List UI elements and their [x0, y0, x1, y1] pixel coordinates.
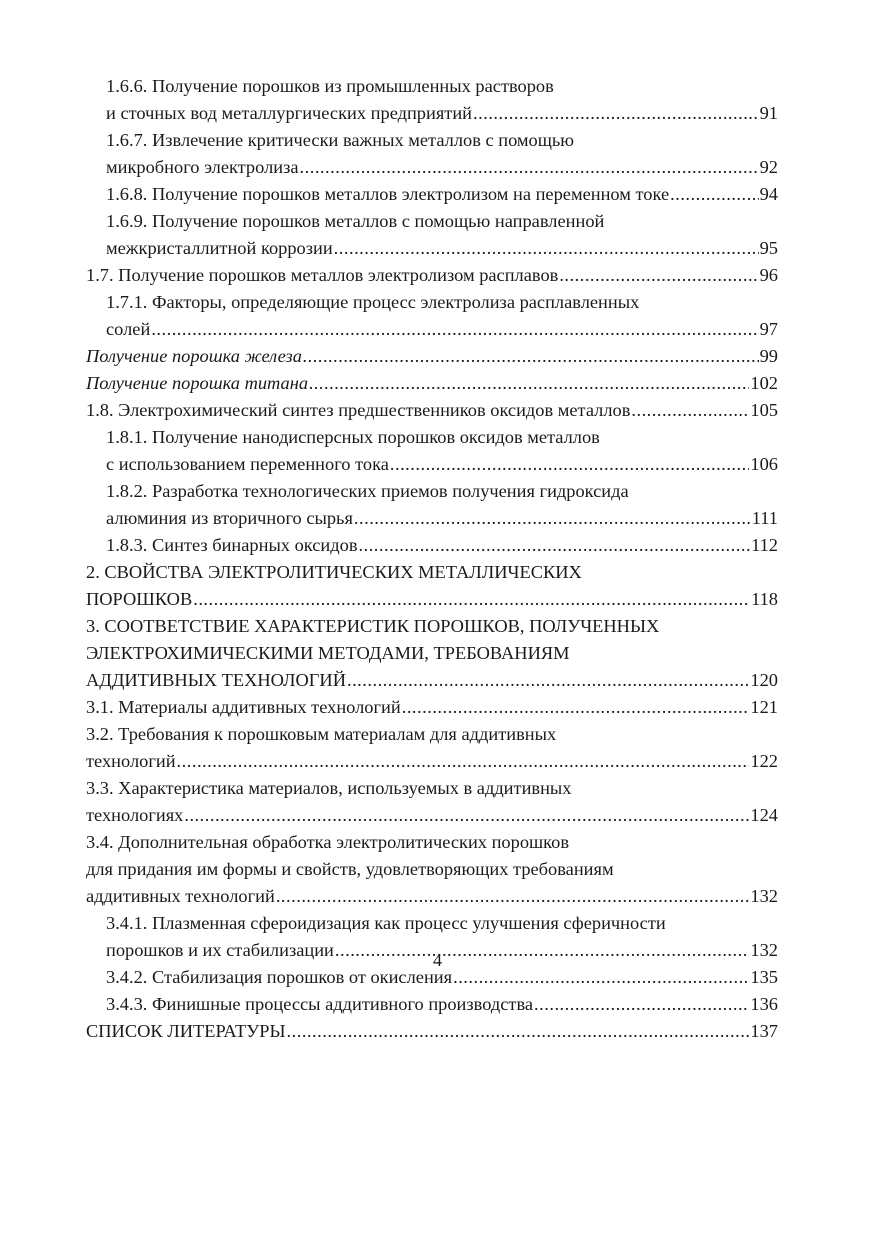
- dot-leader: [287, 1018, 750, 1045]
- toc-entry-title-line: АДДИТИВНЫХ ТЕХНОЛОГИЙ: [86, 670, 346, 690]
- toc-entry-page-number: 94: [759, 184, 778, 204]
- toc-entry[interactable]: [86, 262, 778, 289]
- toc-entry-title-line: 2. СВОЙСТВА ЭЛЕКТРОЛИТИЧЕСКИХ МЕТАЛЛИЧЕСКИХ: [86, 562, 582, 582]
- toc-entry-page-number: 92: [759, 157, 778, 177]
- toc-entry[interactable]: [86, 370, 778, 397]
- toc-entry-last-line: [86, 262, 778, 289]
- toc-entry-last-line: [86, 397, 778, 424]
- toc-entry[interactable]: [86, 829, 778, 910]
- toc-entry-last-line: [86, 748, 778, 775]
- toc-entry-last-line: [86, 1018, 778, 1045]
- dot-leader: [193, 586, 750, 613]
- toc-entry-title-line: технологий: [86, 751, 176, 771]
- toc-entry-last-line: [106, 532, 778, 559]
- toc-entry[interactable]: [86, 721, 778, 775]
- toc-entry-title-line: 1.7.1. Факторы, определяющие процесс электролиза расплавленных: [106, 292, 640, 312]
- dot-leader: [309, 370, 749, 397]
- dot-leader: [354, 505, 751, 532]
- dot-leader: [151, 316, 758, 343]
- toc-entry-title-line: 3.2. Требования к порошковым материалам для аддитивных: [86, 724, 557, 744]
- toc-entry-last-line: [86, 802, 778, 829]
- toc-entry-last-line: [86, 694, 778, 721]
- toc-entry-title-line: 1.6.6. Получение порошков из промышленных растворов: [106, 76, 554, 96]
- toc-entry-title-line: 1.8.2. Разработка технологических приемов получения гидроксида: [106, 481, 629, 501]
- toc-entry[interactable]: [86, 559, 778, 613]
- toc-entry-page-number: 121: [750, 697, 778, 717]
- toc-entry-last-line: [106, 100, 778, 127]
- toc-entry[interactable]: [86, 397, 778, 424]
- toc-entry-title-line: с использованием переменного тока: [106, 454, 389, 474]
- toc-entry-last-line: [106, 181, 778, 208]
- toc-entry-title-line: Получение порошка железа: [86, 346, 302, 366]
- toc-entry[interactable]: [86, 208, 778, 262]
- toc-entry-page-number: 95: [759, 238, 778, 258]
- dot-leader: [347, 667, 749, 694]
- toc-entry[interactable]: [86, 694, 778, 721]
- toc-entry[interactable]: [86, 73, 778, 127]
- toc-entry-page-number: 122: [750, 751, 778, 771]
- toc-entry[interactable]: [86, 181, 778, 208]
- toc-entry-title-line: 3. СООТВЕТСТВИЕ ХАРАКТЕРИСТИК ПОРОШКОВ, ПОЛУЧЕННЫХ: [86, 616, 660, 636]
- toc-entry-last-line: [86, 586, 778, 613]
- toc-entry-last-line: [86, 343, 778, 370]
- toc-entry[interactable]: [86, 1018, 778, 1045]
- toc-entry-title-line: 1.6.9. Получение порошков металлов с помощью направленной: [106, 211, 605, 231]
- toc-entry-title-line: 3.3. Характеристика материалов, используемых в аддитивных: [86, 778, 572, 798]
- dot-leader: [303, 343, 759, 370]
- toc-entry-page-number: 124: [750, 805, 778, 825]
- toc-entry-title-line: СПИСОК ЛИТЕРАТУРЫ: [86, 1021, 286, 1041]
- toc-entry-title-line: алюминия из вторичного сырья: [106, 508, 353, 528]
- toc-entry-title-line: ЭЛЕКТРОХИМИЧЕСКИМИ МЕТОДАМИ, ТРЕБОВАНИЯМ: [86, 643, 570, 663]
- toc-entry-title-line: 1.8. Электрохимический синтез предшественников оксидов металлов: [86, 400, 631, 420]
- toc-entry-title-line: 1.6.7. Извлечение критически важных металлов с помощью: [106, 130, 575, 150]
- toc-entry-last-line: [86, 370, 778, 397]
- toc-entry-title-line: 3.4.1. Плазменная сфероидизация как процесс улучшения сферичности: [106, 913, 666, 933]
- toc-entry-title-line: и сточных вод металлургических предприятий: [106, 103, 473, 123]
- dot-leader: [631, 397, 749, 424]
- toc-entry-page-number: 137: [750, 1021, 778, 1041]
- toc-entry[interactable]: [86, 532, 778, 559]
- toc-entry-page-number: 132: [750, 886, 778, 906]
- toc-entry-last-line: [86, 883, 778, 910]
- toc-entry-title-line: для придания им формы и свойств, удовлетворяющих требованиям: [86, 859, 614, 879]
- toc-entry-page-number: 97: [759, 319, 778, 339]
- toc-entry-title-line: 3.4.2. Стабилизация порошков от окисления: [106, 967, 453, 987]
- dot-leader: [276, 883, 750, 910]
- toc-entry-title-line: 3.1. Материалы аддитивных технологий: [86, 697, 401, 717]
- toc-entry-title-line: межкристаллитной коррозии: [106, 238, 333, 258]
- toc-entry-page-number: 112: [751, 535, 778, 555]
- toc-entry-page-number: 136: [750, 994, 778, 1014]
- toc-entry-page-number: 99: [759, 346, 778, 366]
- toc-entry-title-line: ПОРОШКОВ: [86, 589, 193, 609]
- toc-entry-page-number: 120: [750, 670, 778, 690]
- table-of-contents: [86, 73, 778, 1045]
- toc-entry[interactable]: [86, 343, 778, 370]
- toc-entry-page-number: 106: [750, 454, 778, 474]
- toc-entry-title-line: 1.7. Получение порошков металлов электролизом расплавов: [86, 265, 559, 285]
- toc-entry-last-line: [86, 667, 778, 694]
- dot-leader: [402, 694, 750, 721]
- toc-entry-title-line: аддитивных технологий: [86, 886, 275, 906]
- toc-entry-page-number: 91: [759, 103, 778, 123]
- dot-leader: [177, 748, 750, 775]
- toc-entry-title-line: порошков и их стабилизации: [106, 940, 334, 960]
- toc-entry-page-number: 102: [750, 373, 778, 393]
- toc-entry-page-number: 132: [750, 940, 778, 960]
- dot-leader: [670, 181, 758, 208]
- toc-entry-title-line: Получение порошка титана: [86, 373, 309, 393]
- toc-entry[interactable]: [86, 613, 778, 694]
- toc-entry-title-line: 3.4. Дополнительная обработка электролитических порошков: [86, 832, 570, 852]
- toc-entry[interactable]: [86, 424, 778, 478]
- toc-entry-title-line: солей: [106, 319, 151, 339]
- toc-entry-page-number: 135: [750, 967, 778, 987]
- toc-entry-page-number: 111: [751, 508, 778, 528]
- toc-entry-last-line: [106, 505, 778, 532]
- toc-entry-last-line: [106, 316, 778, 343]
- toc-entry-title-line: 1.8.3. Синтез бинарных оксидов: [106, 535, 358, 555]
- page-number: 4: [432, 950, 443, 970]
- toc-entry-last-line: [106, 154, 778, 181]
- toc-entry[interactable]: [86, 775, 778, 829]
- toc-entry-last-line: [106, 991, 778, 1018]
- toc-entry-title-line: микробного электролиза: [106, 157, 299, 177]
- dot-leader: [559, 262, 758, 289]
- dot-leader: [534, 991, 749, 1018]
- toc-entry-title-line: технологиях: [86, 805, 184, 825]
- dot-leader: [334, 235, 759, 262]
- dot-leader: [300, 154, 759, 181]
- toc-entry-last-line: [106, 235, 778, 262]
- toc-entry-page-number: 105: [750, 400, 778, 420]
- toc-entry-title-line: 1.8.1. Получение нанодисперсных порошков оксидов металлов: [106, 427, 600, 447]
- toc-entry[interactable]: [86, 478, 778, 532]
- dot-leader: [390, 451, 750, 478]
- dot-leader: [473, 100, 759, 127]
- dot-leader: [359, 532, 751, 559]
- toc-entry-page-number: 118: [751, 589, 778, 609]
- toc-entry[interactable]: [86, 991, 778, 1018]
- toc-entry-title-line: 1.6.8. Получение порошков металлов электролизом на переменном токе: [106, 184, 670, 204]
- toc-entry[interactable]: [86, 289, 778, 343]
- toc-entry-last-line: [106, 451, 778, 478]
- toc-entry[interactable]: [86, 127, 778, 181]
- dot-leader: [184, 802, 749, 829]
- toc-entry-title-line: 3.4.3. Финишные процессы аддитивного производства: [106, 994, 534, 1014]
- toc-entry-page-number: 96: [759, 265, 778, 285]
